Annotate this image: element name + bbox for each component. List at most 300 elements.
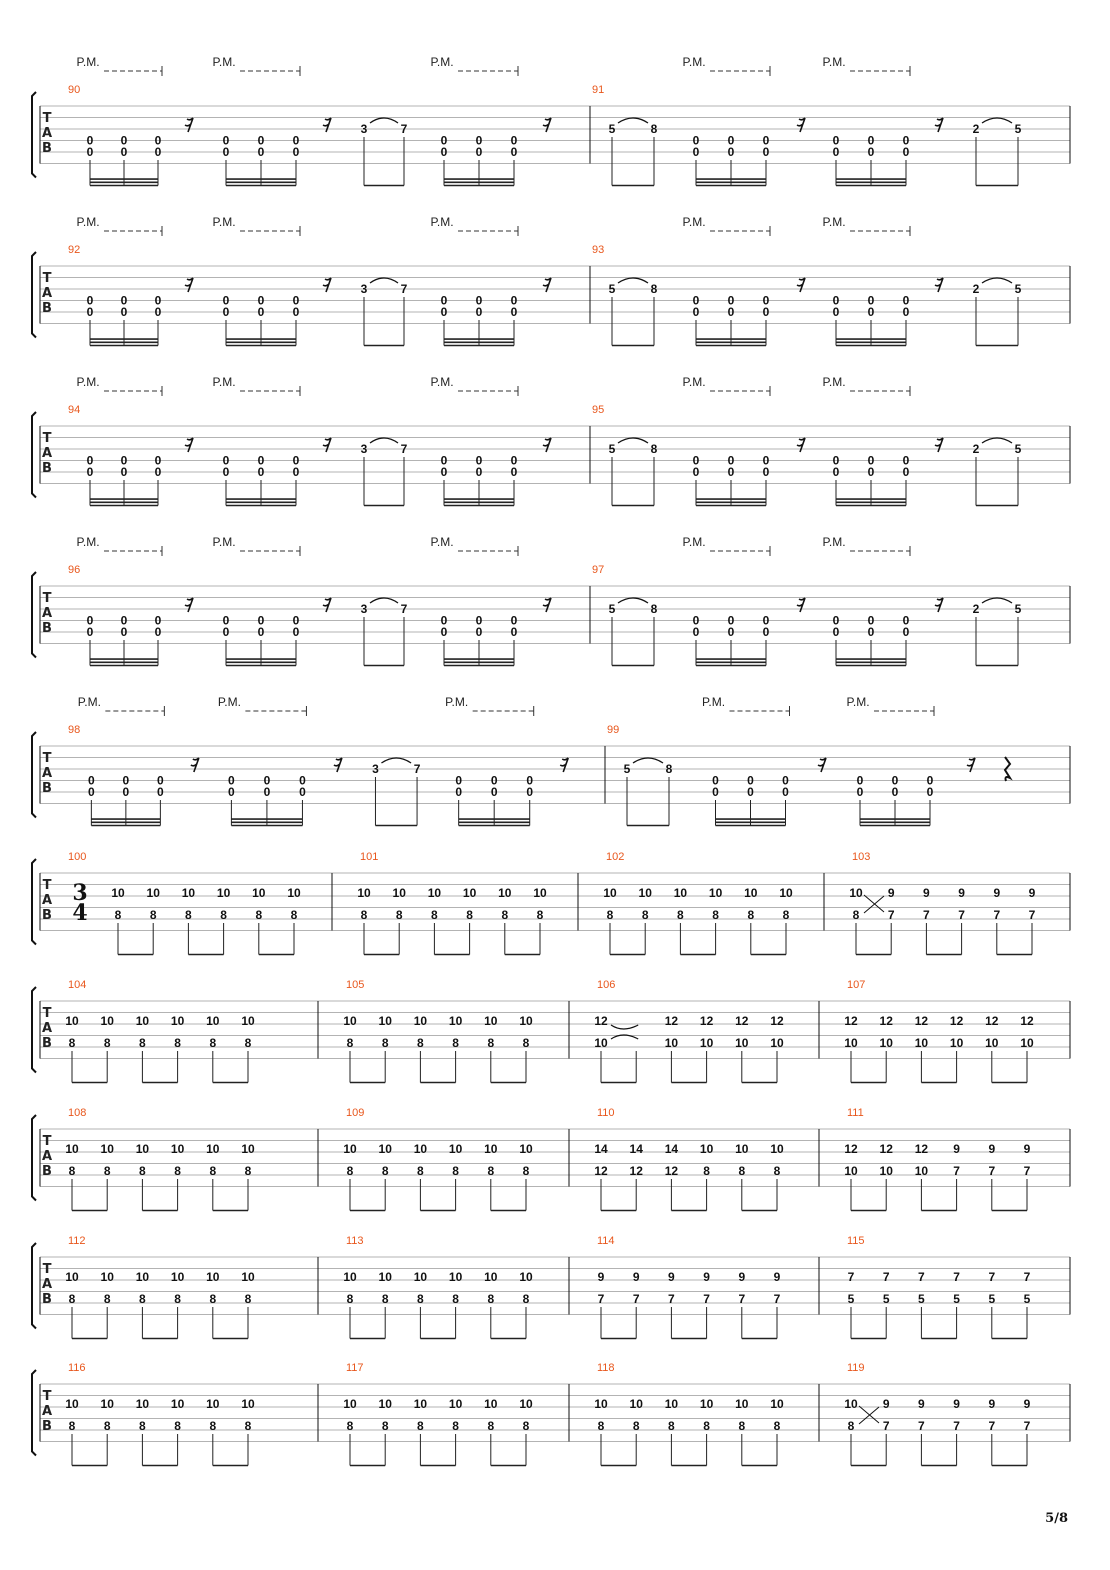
tab-system bbox=[32, 375, 1070, 506]
fret-number: 0 bbox=[154, 145, 162, 159]
fret-number: 5 bbox=[608, 602, 616, 616]
measure-number: 118 bbox=[597, 1362, 615, 1374]
fret-number: 12 bbox=[1020, 1014, 1034, 1028]
tab-letter-t: T bbox=[42, 751, 52, 766]
fret-number: 8 bbox=[139, 1036, 146, 1050]
fret-number: 0 bbox=[692, 145, 700, 159]
sixteenth-rest bbox=[797, 438, 805, 452]
sixteenth-rest bbox=[935, 118, 943, 132]
tab-letter-a: A bbox=[41, 286, 53, 301]
fret-number: 3 bbox=[360, 282, 368, 296]
fret-number: 8 bbox=[452, 1164, 459, 1178]
tab-system bbox=[32, 851, 1070, 955]
fret-number: 7 bbox=[400, 442, 408, 456]
measure-number: 112 bbox=[68, 1235, 86, 1247]
fret-number: 7 bbox=[413, 762, 421, 776]
fret-number: 10 bbox=[673, 886, 688, 900]
fret-number: 10 bbox=[343, 1270, 357, 1284]
measure-number: 109 bbox=[346, 1107, 365, 1119]
palm-mute-label: P.M. bbox=[76, 55, 100, 69]
fret-number: 10 bbox=[216, 886, 231, 900]
fret-number: 8 bbox=[417, 1164, 424, 1178]
fret-number: 0 bbox=[222, 133, 230, 148]
fret-number: 0 bbox=[475, 625, 483, 639]
fret-number: 0 bbox=[727, 625, 735, 639]
fret-number: 8 bbox=[139, 1164, 146, 1178]
fret-number: 8 bbox=[68, 1036, 76, 1050]
fret-number: 0 bbox=[692, 613, 700, 628]
fret-number: 0 bbox=[692, 453, 700, 468]
fret-number: 10 bbox=[664, 1397, 679, 1411]
fret-number: 8 bbox=[417, 1292, 424, 1306]
sixteenth-rest bbox=[797, 278, 805, 292]
fret-number: 0 bbox=[692, 305, 700, 319]
fret-number: 0 bbox=[727, 465, 735, 479]
measure-number: 107 bbox=[847, 979, 866, 991]
fret-number: 0 bbox=[120, 613, 128, 628]
fret-number: 8 bbox=[650, 602, 658, 616]
fret-number: 8 bbox=[103, 1419, 111, 1433]
measure-number: 93 bbox=[592, 244, 605, 256]
fret-number: 8 bbox=[346, 1292, 354, 1306]
fret-number: 10 bbox=[170, 1142, 185, 1156]
fret-number: 10 bbox=[849, 886, 863, 900]
fret-number: 0 bbox=[120, 465, 128, 479]
fret-number: 10 bbox=[744, 886, 758, 900]
fret-number: 10 bbox=[241, 1142, 255, 1156]
fret-number: 0 bbox=[692, 465, 700, 479]
fret-number: 10 bbox=[708, 886, 723, 900]
tab-system bbox=[32, 215, 1070, 346]
system-bracket bbox=[32, 1370, 36, 1456]
fret-number: 8 bbox=[782, 908, 790, 922]
fret-number: 0 bbox=[902, 305, 910, 319]
measure-number: 100 bbox=[68, 851, 87, 863]
fret-number: 8 bbox=[650, 122, 658, 136]
fret-number: 0 bbox=[902, 465, 910, 479]
palm-mute-label: P.M. bbox=[822, 215, 846, 229]
fret-number: 0 bbox=[747, 785, 754, 799]
fret-number: 0 bbox=[222, 625, 230, 639]
fret-number: 8 bbox=[452, 1292, 459, 1306]
fret-number: 7 bbox=[953, 1419, 960, 1433]
fret-number: 10 bbox=[914, 1036, 929, 1050]
fret-number: 0 bbox=[782, 773, 789, 788]
fret-number: 0 bbox=[292, 625, 300, 639]
palm-mute-label: P.M. bbox=[76, 375, 100, 389]
fret-number: 0 bbox=[510, 625, 518, 639]
fret-number: 8 bbox=[346, 1036, 354, 1050]
fret-number: 0 bbox=[122, 773, 130, 788]
fret-number: 12 bbox=[914, 1142, 929, 1156]
sixteenth-rest bbox=[334, 758, 342, 772]
fret-number: 10 bbox=[100, 1142, 114, 1156]
time-signature-bottom: 4 bbox=[72, 900, 88, 926]
fret-number: 0 bbox=[867, 453, 875, 468]
fret-number: 0 bbox=[292, 145, 300, 159]
fret-number: 0 bbox=[257, 465, 265, 479]
tab-letter-b: B bbox=[42, 461, 52, 476]
sixteenth-rest bbox=[818, 758, 826, 772]
fret-number: 0 bbox=[120, 305, 128, 319]
tab-system bbox=[32, 1362, 1070, 1466]
system-bracket bbox=[32, 1115, 36, 1201]
fret-number: 8 bbox=[114, 908, 122, 922]
fret-number: 9 bbox=[703, 1270, 710, 1284]
measure-number: 98 bbox=[68, 724, 81, 736]
fret-number: 12 bbox=[699, 1014, 714, 1028]
fret-number: 10 bbox=[519, 1014, 533, 1028]
fret-number: 5 bbox=[847, 1292, 855, 1306]
fret-number: 8 bbox=[606, 908, 614, 922]
fret-number: 8 bbox=[139, 1292, 146, 1306]
fret-number: 7 bbox=[1023, 1419, 1031, 1433]
fret-number: 10 bbox=[519, 1397, 533, 1411]
fret-number: 3 bbox=[360, 602, 368, 616]
tab-letter-t: T bbox=[42, 431, 52, 446]
fret-number: 0 bbox=[257, 625, 265, 639]
fret-number: 0 bbox=[86, 453, 94, 468]
fret-number: 8 bbox=[452, 1419, 459, 1433]
fret-number: 0 bbox=[154, 293, 162, 308]
fret-number: 0 bbox=[510, 613, 518, 628]
fret-number: 0 bbox=[120, 145, 128, 159]
fret-number: 8 bbox=[244, 1419, 252, 1433]
fret-number: 0 bbox=[902, 293, 910, 308]
fret-number: 0 bbox=[292, 453, 300, 468]
tab-letter-t: T bbox=[42, 1389, 52, 1404]
fret-number: 0 bbox=[257, 145, 265, 159]
sixteenth-rest bbox=[543, 118, 551, 132]
fret-number: 8 bbox=[209, 1292, 217, 1306]
fret-number: 9 bbox=[738, 1270, 746, 1284]
fret-number: 10 bbox=[533, 886, 547, 900]
fret-number: 10 bbox=[206, 1142, 220, 1156]
fret-number: 5 bbox=[918, 1292, 925, 1306]
fret-number: 0 bbox=[747, 773, 754, 788]
fret-number: 9 bbox=[668, 1270, 675, 1284]
fret-number: 0 bbox=[222, 293, 230, 308]
tab-letter-b: B bbox=[42, 1292, 52, 1307]
measure-number: 103 bbox=[852, 851, 871, 863]
measure-number: 99 bbox=[607, 724, 620, 736]
fret-number: 8 bbox=[220, 908, 227, 922]
fret-number: 0 bbox=[867, 133, 875, 148]
system-bracket bbox=[32, 572, 36, 658]
fret-number: 8 bbox=[209, 1036, 217, 1050]
tie-arc bbox=[370, 118, 398, 123]
fret-number: 7 bbox=[918, 1270, 925, 1284]
fret-number: 3 bbox=[360, 122, 368, 136]
fret-number: 2 bbox=[972, 602, 980, 616]
tie-arc bbox=[370, 438, 398, 443]
fret-number: 12 bbox=[985, 1014, 999, 1028]
measure-number: 117 bbox=[346, 1362, 364, 1374]
fret-number: 10 bbox=[343, 1014, 357, 1028]
fret-number: 8 bbox=[395, 908, 403, 922]
fret-number: 10 bbox=[735, 1036, 749, 1050]
fret-number: 10 bbox=[770, 1142, 784, 1156]
fret-number: 10 bbox=[135, 1014, 150, 1028]
sixteenth-rest bbox=[543, 598, 551, 612]
fret-number: 0 bbox=[257, 293, 265, 308]
fret-number: 8 bbox=[703, 1164, 710, 1178]
tab-system bbox=[32, 535, 1070, 666]
fret-number: 0 bbox=[228, 785, 235, 799]
fret-number: 8 bbox=[747, 908, 755, 922]
fret-number: 9 bbox=[988, 1142, 996, 1156]
measure-number: 94 bbox=[68, 404, 81, 416]
fret-number: 7 bbox=[988, 1419, 996, 1433]
fret-number: 8 bbox=[417, 1419, 424, 1433]
fret-number: 0 bbox=[856, 785, 864, 799]
fret-number: 0 bbox=[455, 773, 463, 788]
fret-number: 10 bbox=[357, 886, 371, 900]
fret-number: 0 bbox=[475, 293, 483, 308]
fret-number: 8 bbox=[381, 1292, 389, 1306]
fret-number: 10 bbox=[378, 1397, 392, 1411]
measure-number: 113 bbox=[346, 1235, 364, 1247]
tie-arc bbox=[618, 118, 648, 123]
measure-number: 110 bbox=[597, 1107, 615, 1119]
sixteenth-rest bbox=[935, 278, 943, 292]
measure-number: 119 bbox=[847, 1362, 865, 1374]
tie-arc bbox=[633, 758, 663, 763]
fret-number: 10 bbox=[735, 1397, 749, 1411]
fret-number: 10 bbox=[378, 1142, 392, 1156]
fret-number: 10 bbox=[603, 886, 617, 900]
tab-system bbox=[32, 695, 1070, 826]
fret-number: 12 bbox=[629, 1164, 643, 1178]
sixteenth-rest bbox=[967, 758, 975, 772]
fret-number: 0 bbox=[440, 453, 448, 468]
sixteenth-rest bbox=[935, 438, 943, 452]
fret-number: 7 bbox=[923, 908, 930, 922]
fret-number: 7 bbox=[597, 1292, 605, 1306]
fret-number: 0 bbox=[902, 453, 910, 468]
sixteenth-rest bbox=[323, 598, 331, 612]
fret-number: 10 bbox=[770, 1036, 784, 1050]
sixteenth-rest bbox=[191, 758, 199, 772]
measure-number: 106 bbox=[597, 979, 616, 991]
tab-letter-a: A bbox=[41, 606, 53, 621]
fret-number: 8 bbox=[597, 1419, 605, 1433]
fret-number: 9 bbox=[882, 1397, 890, 1411]
fret-number: 0 bbox=[727, 145, 735, 159]
fret-number: 0 bbox=[832, 145, 840, 159]
fret-number: 7 bbox=[918, 1419, 925, 1433]
tie-arc bbox=[982, 118, 1012, 123]
fret-number: 10 bbox=[181, 886, 196, 900]
fret-number: 12 bbox=[949, 1014, 964, 1028]
fret-number: 10 bbox=[844, 1036, 858, 1050]
fret-number: 0 bbox=[292, 133, 300, 148]
fret-number: 5 bbox=[882, 1292, 890, 1306]
tie-arc bbox=[370, 598, 398, 603]
fret-number: 7 bbox=[400, 602, 408, 616]
tab-letter-a: A bbox=[41, 1021, 53, 1036]
fret-number: 8 bbox=[536, 908, 544, 922]
fret-number: 0 bbox=[440, 133, 448, 148]
palm-mute-label: P.M. bbox=[212, 215, 236, 229]
tab-letter-t: T bbox=[42, 591, 52, 606]
fret-number: 8 bbox=[174, 1419, 181, 1433]
fret-number: 10 bbox=[448, 1014, 463, 1028]
fret-number: 0 bbox=[440, 145, 448, 159]
fret-number: 5 bbox=[1023, 1292, 1031, 1306]
fret-number: 10 bbox=[100, 1270, 114, 1284]
slide-arc bbox=[611, 1025, 638, 1029]
fret-number: 0 bbox=[712, 773, 719, 788]
tie-arc bbox=[618, 278, 648, 283]
fret-number: 12 bbox=[914, 1014, 929, 1028]
fret-number: 10 bbox=[699, 1036, 714, 1050]
fret-number: 10 bbox=[392, 886, 406, 900]
measure-number: 114 bbox=[597, 1235, 615, 1247]
palm-mute-label: P.M. bbox=[682, 375, 706, 389]
fret-number: 8 bbox=[381, 1164, 389, 1178]
fret-number: 10 bbox=[65, 1014, 79, 1028]
tab-letter-t: T bbox=[42, 111, 52, 126]
tie-arc bbox=[982, 278, 1012, 283]
fret-number: 8 bbox=[68, 1292, 76, 1306]
fret-number: 10 bbox=[484, 1014, 498, 1028]
fret-number: 7 bbox=[953, 1164, 960, 1178]
tab-letter-b: B bbox=[42, 1419, 52, 1434]
sixteenth-rest bbox=[185, 278, 193, 292]
fret-number: 8 bbox=[487, 1419, 495, 1433]
palm-mute-label: P.M. bbox=[212, 375, 236, 389]
fret-number: 8 bbox=[487, 1164, 495, 1178]
fret-number: 5 bbox=[608, 442, 616, 456]
fret-number: 0 bbox=[867, 145, 875, 159]
fret-number: 5 bbox=[1014, 282, 1022, 296]
fret-number: 0 bbox=[762, 465, 770, 479]
fret-number: 0 bbox=[157, 785, 164, 799]
palm-mute-label: P.M. bbox=[822, 535, 846, 549]
fret-number: 0 bbox=[86, 293, 94, 308]
fret-number: 0 bbox=[157, 773, 164, 788]
fret-number: 0 bbox=[222, 453, 230, 468]
palm-mute-label: P.M. bbox=[430, 535, 454, 549]
fret-number: 9 bbox=[923, 886, 930, 900]
fret-number: 0 bbox=[926, 773, 934, 788]
fret-number: 10 bbox=[241, 1397, 255, 1411]
fret-number: 9 bbox=[1028, 886, 1036, 900]
fret-number: 0 bbox=[263, 773, 271, 788]
fret-number: 12 bbox=[879, 1014, 893, 1028]
fret-number: 8 bbox=[209, 1164, 217, 1178]
fret-number: 2 bbox=[972, 282, 980, 296]
measure-number: 91 bbox=[592, 84, 605, 96]
fret-number: 8 bbox=[149, 908, 157, 922]
palm-mute-label: P.M. bbox=[682, 535, 706, 549]
palm-mute-label: P.M. bbox=[430, 215, 454, 229]
fret-number: 0 bbox=[510, 453, 518, 468]
fret-number: 10 bbox=[65, 1270, 79, 1284]
fret-number: 0 bbox=[867, 305, 875, 319]
fret-number: 7 bbox=[1023, 1164, 1031, 1178]
fret-number: 0 bbox=[782, 785, 789, 799]
fret-number: 5 bbox=[988, 1292, 996, 1306]
palm-mute-label: P.M. bbox=[701, 695, 726, 709]
fret-number: 8 bbox=[174, 1292, 181, 1306]
fret-number: 0 bbox=[475, 453, 483, 468]
fret-number: 12 bbox=[594, 1014, 608, 1028]
fret-number: 0 bbox=[902, 133, 910, 148]
fret-number: 7 bbox=[632, 1292, 640, 1306]
fret-number: 8 bbox=[346, 1419, 354, 1433]
sixteenth-rest bbox=[185, 598, 193, 612]
fret-number: 0 bbox=[867, 625, 875, 639]
fret-number: 12 bbox=[664, 1164, 679, 1178]
fret-number: 0 bbox=[120, 293, 128, 308]
time-signature-top: 3 bbox=[72, 880, 88, 906]
fret-number: 8 bbox=[487, 1292, 495, 1306]
fret-number: 0 bbox=[510, 465, 518, 479]
tab-letter-b: B bbox=[42, 1036, 52, 1051]
fret-number: 0 bbox=[440, 293, 448, 308]
tab-letter-b: B bbox=[42, 301, 52, 316]
fret-number: 7 bbox=[993, 908, 1001, 922]
palm-mute-label: P.M. bbox=[212, 535, 236, 549]
fret-number: 9 bbox=[988, 1397, 996, 1411]
fret-number: 0 bbox=[86, 133, 94, 148]
fret-number: 10 bbox=[135, 1397, 150, 1411]
fret-number: 0 bbox=[692, 133, 700, 148]
system-bracket bbox=[32, 987, 36, 1073]
tab-letter-a: A bbox=[41, 1404, 53, 1419]
fret-number: 9 bbox=[1023, 1142, 1031, 1156]
fret-number: 0 bbox=[154, 613, 162, 628]
fret-number: 12 bbox=[844, 1142, 858, 1156]
fret-number: 0 bbox=[292, 293, 300, 308]
fret-number: 5 bbox=[608, 122, 616, 136]
system-bracket bbox=[32, 252, 36, 338]
fret-number: 10 bbox=[241, 1014, 255, 1028]
fret-number: 5 bbox=[1014, 602, 1022, 616]
fret-number: 12 bbox=[664, 1014, 679, 1028]
fret-number: 10 bbox=[448, 1270, 463, 1284]
fret-number: 10 bbox=[879, 1164, 893, 1178]
fret-number: 10 bbox=[735, 1142, 749, 1156]
fret-number: 10 bbox=[413, 1397, 428, 1411]
system-bracket bbox=[32, 859, 36, 945]
fret-number: 8 bbox=[773, 1164, 781, 1178]
tab-system bbox=[32, 1235, 1070, 1339]
slide-cross bbox=[864, 895, 884, 913]
fret-number: 0 bbox=[526, 785, 534, 799]
measure-number: 105 bbox=[346, 979, 365, 991]
system-bracket bbox=[32, 412, 36, 498]
fret-number: 9 bbox=[953, 1142, 960, 1156]
fret-number: 0 bbox=[727, 133, 735, 148]
fret-number: 8 bbox=[677, 908, 684, 922]
fret-number: 8 bbox=[244, 1164, 252, 1178]
fret-number: 10 bbox=[770, 1397, 784, 1411]
system-bracket bbox=[32, 1243, 36, 1329]
tab-letter-a: A bbox=[41, 893, 53, 908]
fret-number: 8 bbox=[174, 1164, 181, 1178]
fret-number: 5 bbox=[953, 1292, 960, 1306]
fret-number: 0 bbox=[475, 465, 483, 479]
palm-mute-label: P.M. bbox=[445, 695, 469, 709]
fret-number: 10 bbox=[519, 1270, 533, 1284]
sixteenth-rest bbox=[185, 438, 193, 452]
palm-mute-label: P.M. bbox=[846, 695, 870, 709]
fret-number: 10 bbox=[498, 886, 512, 900]
tab-system bbox=[32, 1107, 1070, 1211]
